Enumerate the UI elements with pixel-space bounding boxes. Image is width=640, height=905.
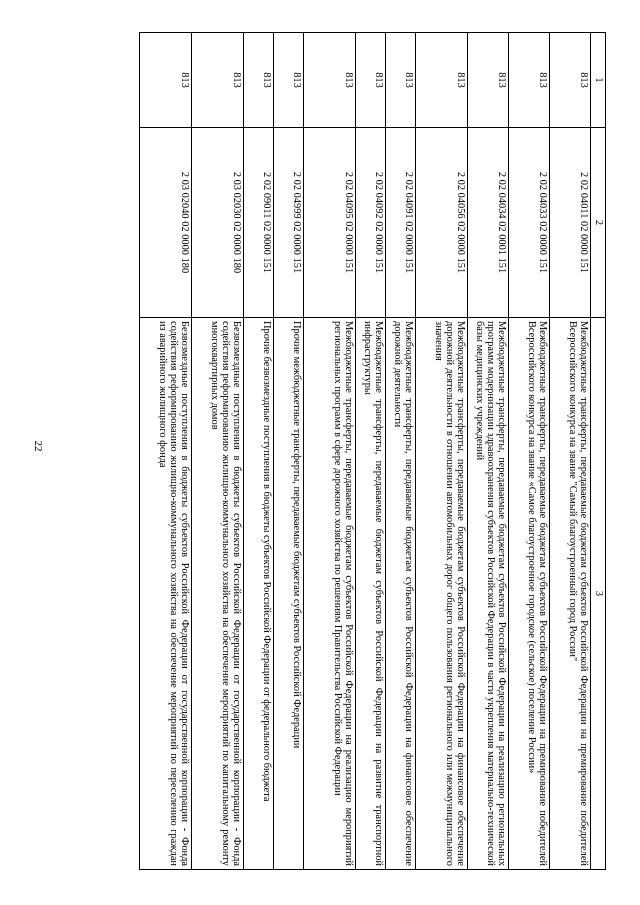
table-row	[509, 33, 550, 870]
budget-code-cell: 2 02 04999 02 0000 151	[274, 128, 304, 318]
column-header-1: 1	[591, 33, 606, 128]
page-number: 22	[32, 440, 44, 452]
description-cell: Межбюджетные трансферты, передаваемые бюджетам субъектов Российской Федерации на реализацию региональных программ модернизации здравоохранения субъектов Российской Федерации в части укрепления материально-технической базы медицинских учреждений	[468, 318, 509, 870]
description-cell: Межбюджетные трансферты, передаваемые бюджетам субъектов Российской Федерации на реализацию мероприятий региональных программ в сфере дорожного хозяйства по решениям Правительства Российской Федерации	[304, 318, 356, 870]
description-cell: Межбюджетные трансферты, передаваемые бюджетам субъектов Российской Федерации на финансовое обеспечение дорожной деятельности	[386, 318, 416, 870]
admin-code-cell: 813	[304, 33, 356, 128]
description-cell: Прочие безвозмездные поступления в бюджеты субъектов Российской Федерации от федерального бюджета	[244, 318, 274, 870]
budget-code-cell: 2 02 04034 02 0001 151	[468, 128, 509, 318]
table-header-row	[591, 33, 606, 870]
admin-code-cell: 813	[509, 33, 550, 128]
table-row	[356, 33, 386, 870]
description-cell: Межбюджетные трансферты, передаваемые бюджетам субъектов Российской Федерации на финансовое обеспечение дорожной деятельности в отношении автомобильных дорог общего пользования регионального или межмуниципального значения	[416, 318, 468, 870]
budget-code-cell: 2 02 04092 02 0000 151	[356, 128, 386, 318]
description-cell: Безвозмездные поступления в бюджеты субъектов Российской Федерации от государственной корпорации - Фонда содействия реформированию жилищно-коммунального хозяйства на обеспечение мероприятий по капитальному ремонту многоквартирных домов	[192, 318, 244, 870]
admin-code-cell: 813	[140, 33, 192, 128]
column-header-2: 2	[591, 128, 606, 318]
table-row	[386, 33, 416, 870]
budget-code-cell: 2 02 04033 02 0000 151	[509, 128, 550, 318]
description-cell: Прочие межбюджетные трансферты, передаваемые бюджетам субъектов Российской Федерации	[274, 318, 304, 870]
admin-code-cell: 813	[550, 33, 591, 128]
revenue-codes-table	[139, 32, 606, 870]
budget-code-cell: 2 03 02040 02 0000 180	[140, 128, 192, 318]
budget-code-cell: 2 02 04095 02 0000 151	[304, 128, 356, 318]
table-row	[274, 33, 304, 870]
admin-code-cell: 813	[192, 33, 244, 128]
budget-code-cell: 2 02 04056 02 0000 151	[416, 128, 468, 318]
table-row	[140, 33, 192, 870]
description-cell: Межбюджетные трансферты, передаваемые бюджетам субъектов Российской Федерации на развитие транспортной инфраструктуры	[356, 318, 386, 870]
budget-code-cell: 2 02 04011 02 0000 151	[550, 128, 591, 318]
admin-code-cell: 813	[468, 33, 509, 128]
budget-code-cell: 2 03 02030 02 0000 180	[192, 128, 244, 318]
table-row	[304, 33, 356, 870]
table-row	[416, 33, 468, 870]
admin-code-cell: 813	[244, 33, 274, 128]
admin-code-cell: 813	[386, 33, 416, 128]
budget-code-cell: 2 02 04091 02 0000 151	[386, 128, 416, 318]
table-row	[468, 33, 509, 870]
table-row	[244, 33, 274, 870]
admin-code-cell: 813	[274, 33, 304, 128]
column-header-3: 3	[591, 318, 606, 870]
admin-code-cell: 813	[356, 33, 386, 128]
admin-code-cell: 813	[416, 33, 468, 128]
table-row	[192, 33, 244, 870]
rotated-table-container	[86, 32, 606, 869]
table-row	[550, 33, 591, 870]
description-cell: Межбюджетные трансферты, передаваемые бюджетам субъектов Российской Федерации на премирование победителей Всероссийского конкурса на звание «Самое благоустроенное городское (сельское) поселение России»	[509, 318, 550, 870]
description-cell: Безвозмездные поступления в бюджеты субъектов Российской Федерации от государственной корпорации - Фонда содействия реформированию жилищно-коммунального хозяйства на обеспечение мероприятий по переселению граждан из аварийного жилищного фонда	[140, 318, 192, 870]
description-cell: Межбюджетные трансферты, передаваемые бюджетам субъектов Российской Федерации на премирование победителей Всероссийского конкурса на звание "Самый благоустроенный город России"	[550, 318, 591, 870]
budget-code-cell: 2 02 09011 02 0000 151	[244, 128, 274, 318]
